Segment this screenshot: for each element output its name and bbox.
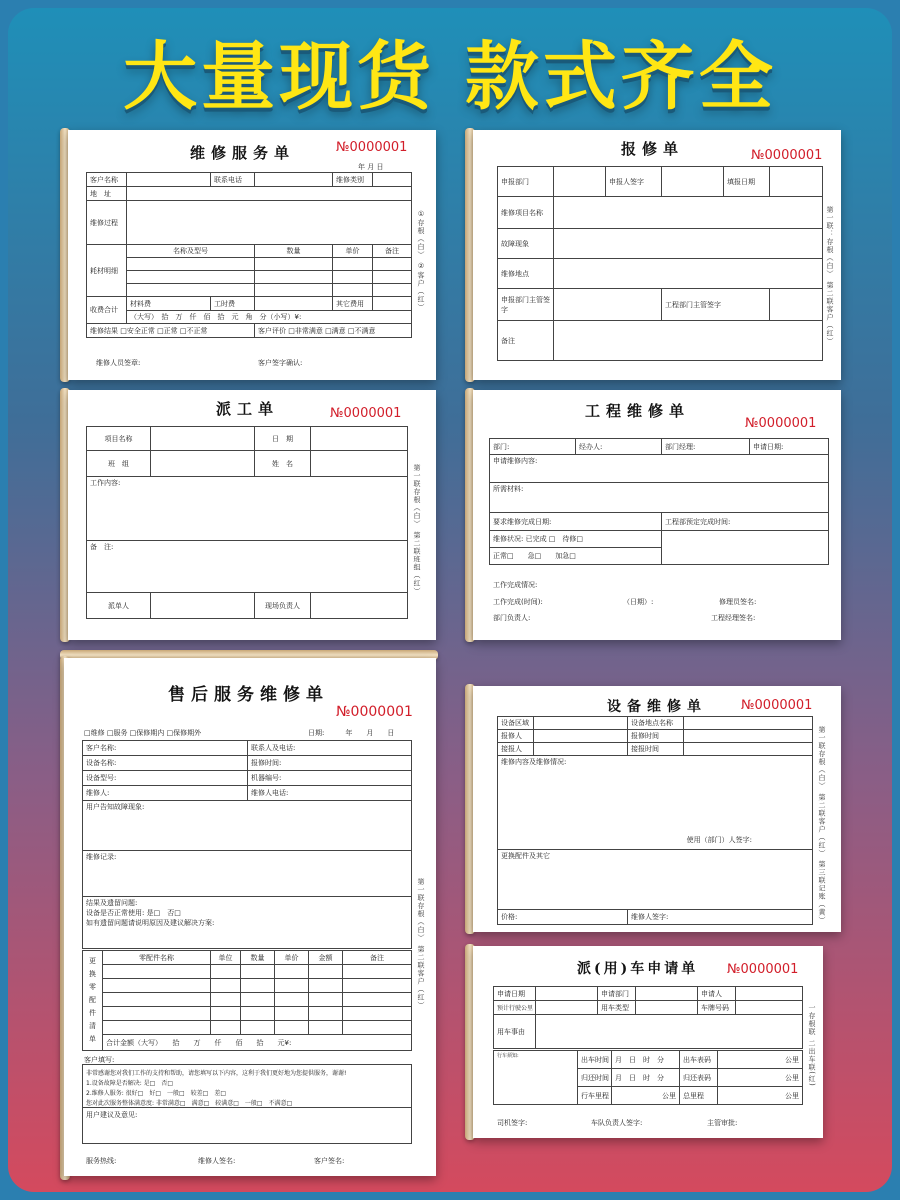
copy-note: 第一联：存根（白） 第二联客户（红） (826, 206, 834, 346)
form-title: 维修服务单 (190, 144, 296, 162)
signer-label: 维修人员签章: (96, 359, 141, 367)
form-title: 设备维修单 (607, 699, 707, 715)
form-engineering: 工程维修单 №0000001 部门: 经办人: 部门经理: 申请日期: 申请维修内容: 所需材料: 要求维修完成日期: 工程部预定完成时间: 维修状况: 已完成 □ 待修□ 正常□ 急□ 加急□ 工作完成情况: 工作完成(时间): （日期）: 修理员签名: 部门负责人: 工程经理签名: (473, 390, 841, 640)
form-dispatch (68, 390, 436, 640)
amount-words: （大写） 拾 万 仟 佰 拾 元 角 分（小写）¥: (127, 311, 412, 324)
form-title: 工程维修单 (585, 402, 691, 420)
form-number: №0000001 (330, 406, 402, 421)
form-number: №0000001 (727, 962, 799, 977)
type-label: 维修类别 (333, 173, 373, 187)
form-repair-service (68, 130, 436, 380)
result-checkboxes: 维修结果 □安全正常 □正常 □不正常 (87, 324, 255, 338)
copy-note: 一存根联 二出车联(红) (808, 1004, 816, 1087)
materials-label: 耗材明细 (87, 245, 127, 297)
form-title: 报修单 (621, 140, 685, 158)
customer-sign-label: 客户签字确认: (258, 359, 303, 367)
form-title: 售后服务维修单 (168, 685, 329, 705)
form-table: 客户名称 联系电话 维修类别 地 址 维修过程 耗材明细 名称及型号 数量 单价 备注 收费合计 材料费 工时费 其它费用 （大写） 拾 万 仟 佰 拾 元 角 分（小写）¥: 维修结果 □安全正常 □正常 □不正常 客户评价 □非常满意 □满意 □不满意 (86, 172, 412, 338)
form-table: 部门: 经办人: 部门经理: 申请日期: 申请维修内容: 所需材料: 要求维修完成日期: 工程部预定完成时间: 维修状况: 已完成 □ 待修□ 正常□ 急□ 加急□ (489, 438, 829, 565)
form-table: 申请日期 申请部门 申请人 预计行驶公里 用车类型 车牌号码 用车事由 (493, 986, 803, 1049)
form-report (473, 130, 841, 380)
form-number: №0000001 (745, 416, 817, 431)
form-number: №0000001 (751, 148, 823, 163)
trip-table: 行车须知: 出车时间 月 日 时 分 出车表码 公里 归还时间 月 日 时 分 归还表码 公里 行车里程 公里 总里程 公里 (493, 1050, 803, 1105)
headline: 大量现货 款式齐全 (123, 34, 777, 120)
copy-note: 第一联存根（白） 第二联客户（红） (417, 878, 425, 1010)
copy-note: 第一联存根（白） 第二联班组（红） (413, 464, 421, 596)
parts-table: 更换零配件清单 零配件名称 单位 数量 单价 金额 备注 合计金额（大写） 拾 万 仟 佰 拾 元¥: (82, 950, 412, 1051)
process-label: 维修过程 (87, 201, 127, 245)
form-title: 派(用)车申请单 (577, 961, 699, 977)
form-number: №0000001 (741, 698, 813, 713)
form-title: 派工单 (216, 400, 280, 418)
copy-note: 第一联存根（白） 第二联客户（红） 第三联记账（黄） (818, 726, 826, 925)
form-table: 申报部门 申报人签字 填报日期 维修项目名称 故障现象 维修地点 申报部门主管签字 工程部门主管签字 备注 (497, 166, 823, 361)
form-vehicle: 派(用)车申请单 №0000001 申请日期 申请部门 申请人 预计行驶公里 用车类型 车牌号码 用车事由 行车须知: 出车时间 月 日 时 分 出车表码 公里 归还时间 月 日 时 分 归还表码 公里 行车里程 公里 总里程 公里 司机签字: 车队负责人签字: 主管审批: 一存根联 二出车联(红) (473, 946, 823, 1138)
copy-note: ①存根（白） ②客户（红） (417, 210, 425, 312)
form-after-sales: 售后服务维修单 №0000001 □维修 □服务 □保修期内 □保修期外 日期: 年 月 日 客户名称: 联系人及电话: 设备名称: 报修时间: 设备型号: 机器编号: 维修人: 维修人电话: 用户告知故障现象: 维修记录: 结果及遗留问题: 设备是否正常使用: 是□ 否□ 如有遗留问题请说明原因及建议解决方案: 更换零配件清单 零配件名称 单位 数量 单价 金额 备注 合计金额（大写） 拾 万 仟 佰 拾 元¥: 客户填写: 非常感谢您对我们工作的支持和帮助，请您填写以下内容，这利于我们更好地为您提供服务，谢谢! 1.设备故障是否解决: 是□ 否□ 2.维修人服务: 很好□ 好□ 一般□ 较差□ 差□ 您对此次服务整体满意度: 非常满意□ 满意□ 较满意□ 一般□ 不满意□ 用户建议及意见: 服务热线: 维修人签名: 客户签名: 第一联存根（白） 第二联客户（红） (64, 658, 436, 1176)
eval-checkboxes: 客户评价 □非常满意 □满意 □不满意 (255, 324, 412, 338)
fees-label: 收费合计 (87, 297, 127, 324)
contact-label: 联系电话 (211, 173, 255, 187)
form-number: №0000001 (336, 140, 408, 155)
address-label: 地 址 (87, 187, 127, 201)
date-label: 年 月 日 (358, 163, 384, 171)
form-table-top: 客户名称: 联系人及电话: 设备名称: 报修时间: 设备型号: 机器编号: 维修人: 维修人电话: 用户告知故障现象: 维修记录: 结果及遗留问题: 设备是否正常使用: 是□ 否□ 如有遗留问题请说明原因及建议解决方案: (82, 740, 412, 949)
customer-label: 客户名称 (87, 173, 127, 187)
form-number: №0000001 (336, 704, 413, 720)
form-table: 设备区域 设备地点名称 报修人 报修时间 接报人 接报时间 维修内容及维修情况: 使用（部门）人签字: 更换配件及其它 价格: 维修人签字: (497, 716, 813, 925)
form-equipment (473, 686, 841, 932)
form-table: 项目名称 日 期 班 组 姓 名 工作内容: 备 注: 派单人 现场负责人 (86, 426, 408, 619)
